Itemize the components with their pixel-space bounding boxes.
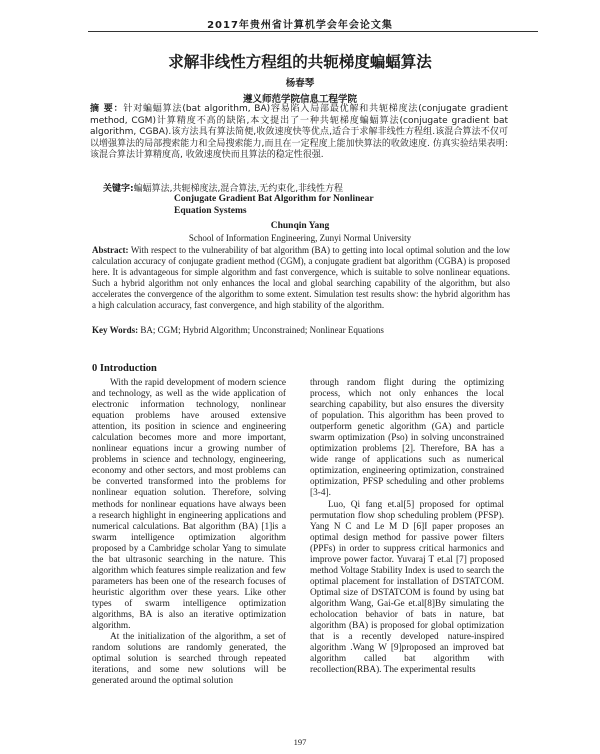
paper-title-english-line1: Conjugate Gradient Bat Algorithm for Nonlinear [174, 194, 374, 204]
body-column-right [310, 378, 504, 676]
abstract-chinese-text: 针对蝙蝠算法(bat algorithm, BA)容易陷入局部最优解和共轭梯度法(conjugate gradient method, CGM)计算精度不高的缺陷,本文提出了一种共轭梯度蝙蝠算法(conjugate gradient bat algorithm, CGBA).该方法具有算法简便,收敛速度快等优点,适合于求解非线性方程组.该混合算法不仅可以增强算法的局部搜索能力和全局搜索能力,而且在一定程度上能加快算法的收敛速度. 仿真实验结果表明:该混合算法计算精度高, 收敛速度快而且算法的稳定性很强. [90, 104, 508, 161]
running-header: 2017年贵州省计算机学会年会论文集 [207, 20, 393, 31]
paragraph: through random flight during the optimizing process, which not only enhances the local searching capability, but also ensures the diversity of population. This algorithm has been proved to outperform genetic algorithm (GA) and particle swarm optimization (Pso) in solving unconstrained optimization problems [2]. Therefore, BA has a wide range of applications such as numerical optimization, engineering optimization, constrained optimization, PFSP scheduling and other problems [3-4]. [310, 378, 504, 499]
abstract-english-label: Abstract: [92, 245, 129, 255]
abstract-english [92, 245, 510, 312]
paragraph: At the initialization of the algorithm, a set of random solutions are randomly generated, the optimal solution is searched through repeated iterations, and some new solutions will be generated around the optimal solution [92, 632, 286, 687]
keywords-english [92, 325, 522, 335]
paper-title-english-line2: Equation Systems [174, 206, 247, 216]
abstract-chinese-label: 摘 要： [90, 104, 124, 114]
header-rule [88, 31, 538, 32]
paper-title-chinese: 求解非线性方程组的共轭梯度蝙蝠算法 [168, 53, 432, 71]
paragraph: With the rapid development of modern science and technology, as well as the wide application of electronic information technology, nonlinear equation problems have aroused extensive attention, its position in science and engineering calculation becomes more and more important, nonlinear equations incur a growing number of problems in science and technology, engineering, economy and other sectors, and most problems can be converted transformed into the problems for nonlinear equation solution. Therefore, solving methods for nonlinear equations have always been a research highlight in engineering applications and numerical calculations. Bat algorithm (BA) [1]is a swarm intelligence optimization algorithm proposed by a Cambridge scholar Yang to simulate the bat ultrasonic searching in the nature. This algorithm which features simple realization and few parameters has been one of the research focuses of heuristic algorithm over these years. Like other types of swarm intelligence optimization algorithms, BA is also an iterative optimization algorithm. [92, 378, 286, 632]
keywords-chinese-text: 蝙蝠算法,共轭梯度法,混合算法,无约束化,非线性方程 [133, 184, 344, 194]
body-column-left [92, 378, 286, 687]
author-name-chinese: 杨春琴 [285, 78, 315, 89]
affiliation-chinese: 遵义师范学院信息工程学院 [242, 94, 357, 105]
abstract-chinese [90, 104, 508, 162]
author-name-english: Chunqin Yang [270, 221, 330, 231]
affiliation-english: School of Information Engineering, Zunyi Normal University [188, 233, 412, 243]
section-heading-introduction: 0 Introduction [92, 363, 157, 374]
keywords-english-label: Key Words: [92, 325, 139, 335]
page-number: 197 [293, 737, 307, 747]
paragraph: Luo, Qi fang et.al[5] proposed for optimal permutation flow shop scheduling problem (PFSP). Yang N C and Le M D [6]I paper proposes an optimal design method for passive power filters (PPFs) in order to suppress critical harmonics and improve power factor. Yuvaraj T et.al [7] proposed method Voltage Stability Index is used to search the optimal placement for installation of DSTATCOM. Optimal size of DSTATCOM is found by using bat algorithm Wang, Gai-Ge et.al[8]By simulating the echolocation behavior of bats in nature, bat algorithm (BA) is proposed for global optimization that is a recently developed nature-inspired algorithm .Wang W [9]proposed an improved bat algorithm called bat algorithm with recollection(RBA). The experimental results [310, 499, 504, 676]
keywords-english-text: BA; CGM; Hybrid Algorithm; Unconstrained; Nonlinear Equations [140, 325, 384, 335]
paper-title-english [174, 193, 504, 217]
abstract-english-text: With respect to the vulnerability of bat algorithm (BA) to getting into local optimal solution and the low calculation accuracy of conjugate gradient method (CGM), a conjugate gradient bat algorithm (CGBA) is proposed here. It is advantageous for simple algorithm and fast convergence, which is suitable to solve nonlinear equations. Such a hybrid algorithm not only enhances the local and global searching capability of the algorithm, but also accelerates the convergence of the algorithm to some extent. Simulation test results show: the hybrid algorithm has a high calculation accuracy, fast convergence, and high stability of the algorithm. [92, 245, 510, 311]
keywords-chinese-label: 关键字: [103, 184, 134, 194]
